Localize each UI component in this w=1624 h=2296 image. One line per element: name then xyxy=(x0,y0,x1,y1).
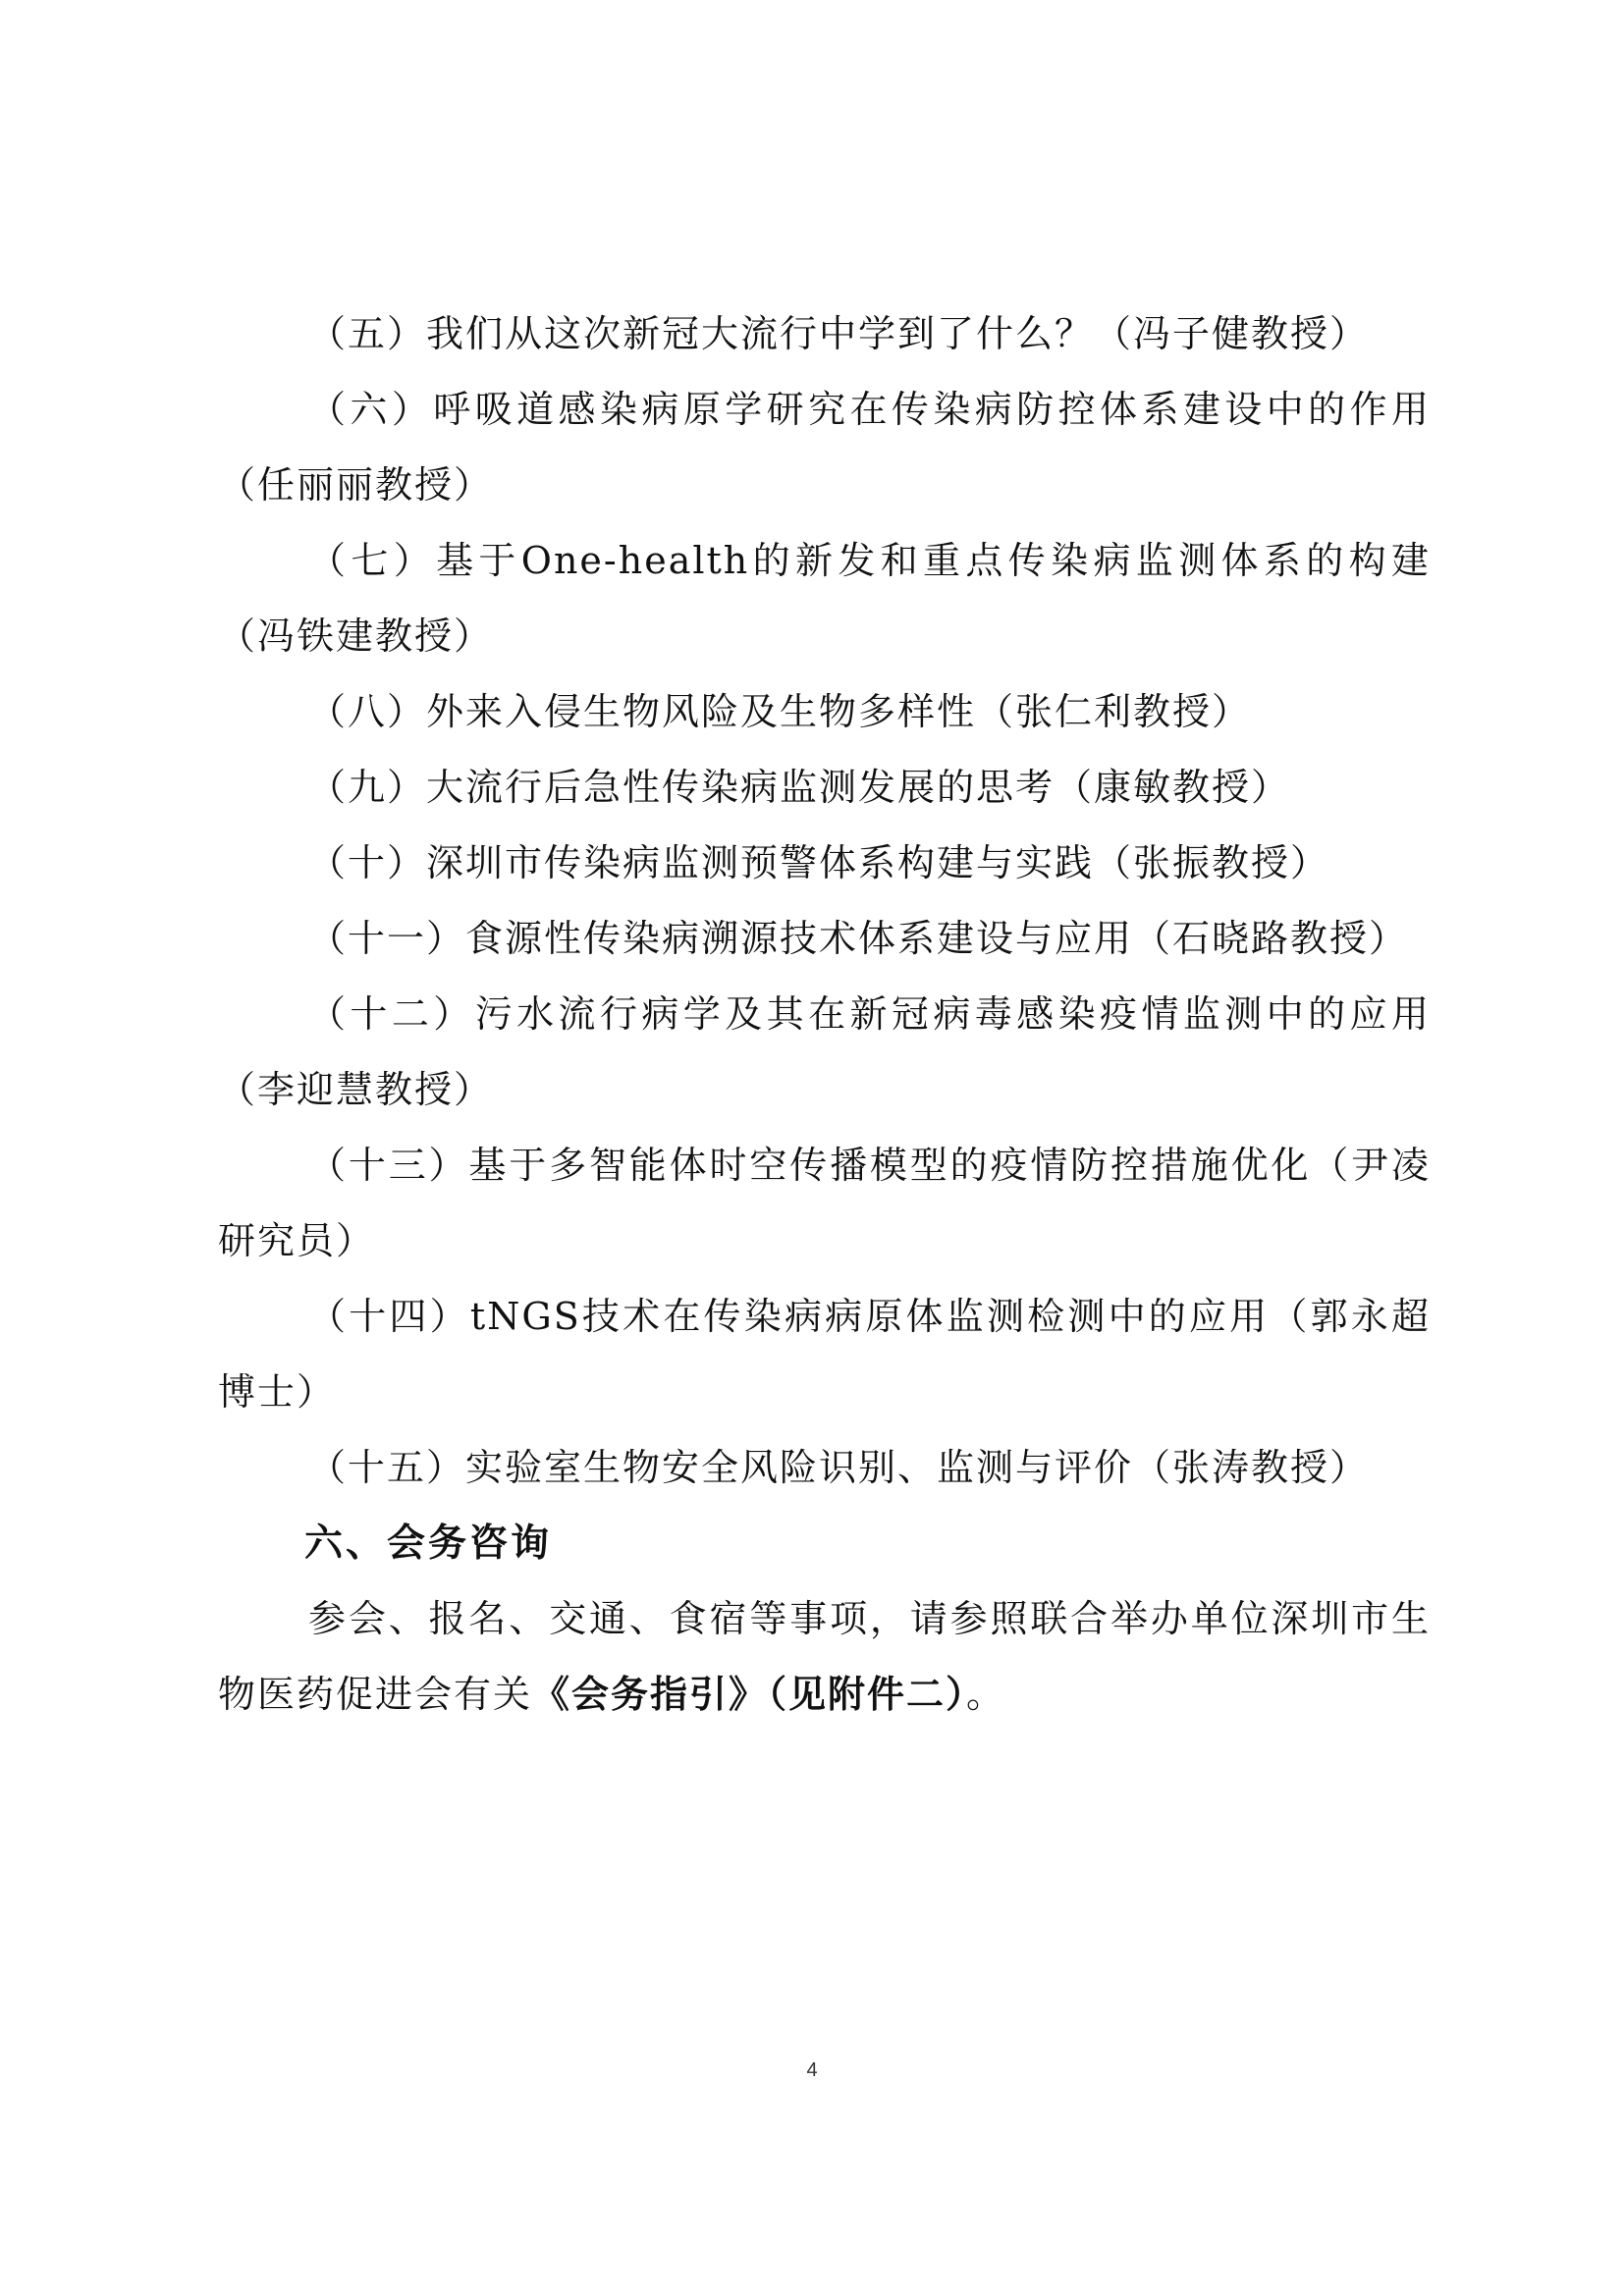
agenda-item-15: （十五）实验室生物安全风险识别、监测与评价（张涛教授） xyxy=(308,1446,1370,1489)
agenda-item-6: （六）呼吸道感染病原学研究在传染病防控体系建设中的作用（任丽丽教授） xyxy=(218,388,1431,507)
agenda-item-14: （十四）tNGS技术在传染病病原体监测检测中的应用（郭永超博士） xyxy=(218,1295,1431,1414)
agenda-item-12: （十二）污水流行病学及其在新冠病毒感染疫情监测中的应用（李迎慧教授） xyxy=(218,992,1431,1111)
page-number: 4 xyxy=(806,2059,818,2081)
page-content xyxy=(218,296,1431,1733)
agenda-item-5: （五）我们从这次新冠大流行中学到了什么？（冯子健教授） xyxy=(308,312,1370,355)
section-body-end: 。 xyxy=(966,1673,1006,1716)
agenda-item-11: （十一）食源性传染病溯源技术体系建设与应用（石晓路教授） xyxy=(308,917,1409,960)
section-body-text: 参会、报名、交通、食宿等事项，请参照联合举办单位深圳市生物医药促进会有关 xyxy=(218,1597,1431,1716)
agenda-item-7: （七）基于One-health的新发和重点传染病监测体系的构建（冯铁建教授） xyxy=(218,539,1431,658)
agenda-item-9: （九）大流行后急性传染病监测发展的思考（康敏教授） xyxy=(308,766,1291,809)
section-body xyxy=(218,1581,1431,1733)
agenda-item-13: （十三）基于多智能体时空传播模型的疫情防控措施优化（尹凌研究员） xyxy=(218,1144,1431,1262)
section-heading: 六、会务咨询 xyxy=(304,1522,553,1566)
guide-reference: 《会务指引》（见附件二） xyxy=(532,1673,967,1716)
agenda-item-10: （十）深圳市传染病监测预警体系构建与实践（张振教授） xyxy=(308,841,1330,884)
agenda-item-8: （八）外来入侵生物风险及生物多样性（张仁利教授） xyxy=(308,690,1252,733)
